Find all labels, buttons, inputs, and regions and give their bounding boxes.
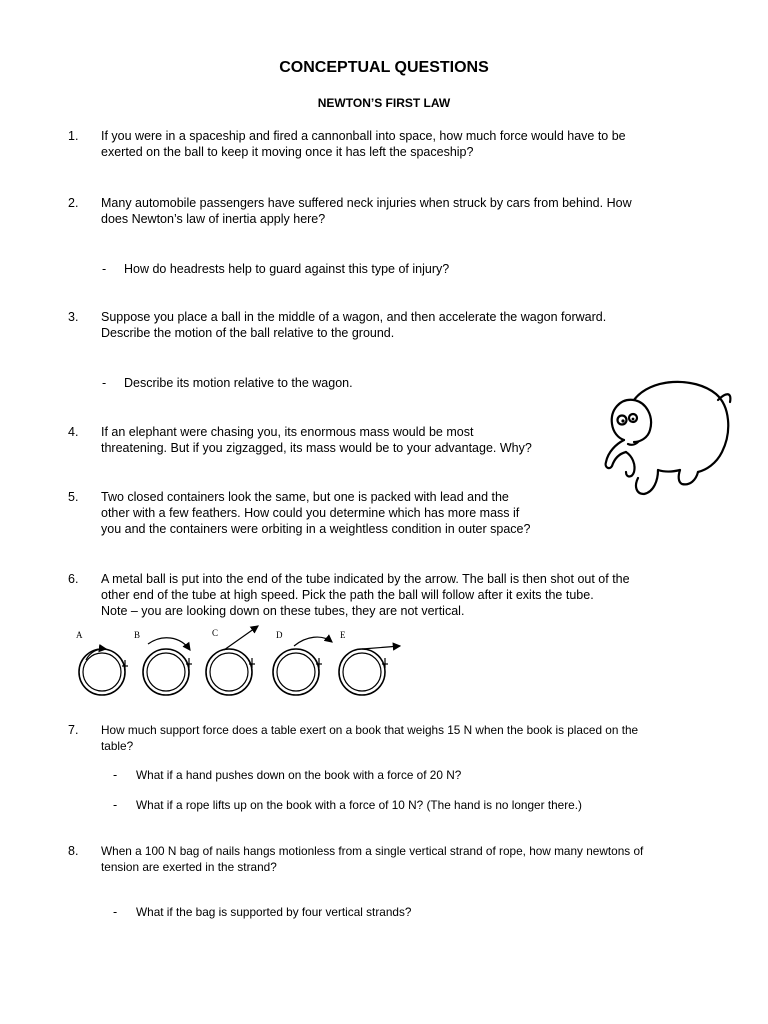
question-2-line-2: does Newton’s law of inertia apply here?	[101, 212, 326, 226]
question-6-line-2: other end of the tube at high speed. Pick the path the ball will follow after it exits the tube.	[101, 588, 594, 602]
question-5-line-1: Two closed containers look the same, but one is packed with lead and the	[101, 490, 509, 504]
question-2-sub-dash: -	[102, 262, 107, 276]
question-1-text	[101, 128, 626, 160]
tube-d	[273, 637, 332, 695]
question-5-line-2: other with a few feathers. How could you determine which has more mass if	[101, 506, 520, 520]
question-6-text	[101, 571, 630, 619]
question-4-line-1: If an elephant were chasing you, its enormous mass would be most	[101, 425, 474, 439]
question-5-text	[101, 489, 530, 537]
question-7-sub-1-dash: -	[113, 768, 118, 782]
question-7-number: 7.	[68, 723, 79, 737]
tube-label-a: A	[76, 630, 83, 640]
question-3-number: 3.	[68, 310, 79, 324]
tube-e	[339, 646, 400, 695]
tube-label-c: C	[212, 628, 219, 638]
question-2-line-1: Many automobile passengers have suffered neck injuries when struck by cars from behind. How	[101, 196, 632, 210]
question-4-text	[101, 424, 532, 456]
question-8-number: 8.	[68, 844, 79, 858]
question-7-text	[101, 722, 638, 754]
question-8-sub-text: What if the bag is supported by four vertical strands?	[136, 905, 412, 919]
question-6-line-1: A metal ball is put into the end of the tube indicated by the arrow. The ball is then shot out of the	[101, 572, 630, 586]
question-7-line-1: How much support force does a table exert on a book that weighs 15 N when the book is placed on the	[101, 723, 639, 737]
question-1-number: 1.	[68, 129, 79, 143]
question-7-sub-1-text: What if a hand pushes down on the book with a force of 20 N?	[136, 768, 462, 782]
question-8-sub-dash: -	[113, 905, 118, 919]
question-3-sub-dash: -	[102, 376, 107, 390]
question-2-number: 2.	[68, 196, 79, 210]
question-3-sub-text: Describe its motion relative to the wagon.	[124, 376, 353, 390]
tube-label-e: E	[340, 630, 346, 640]
question-8-line-1: When a 100 N bag of nails hangs motionless from a single vertical strand of rope, how many newtons of	[101, 844, 644, 858]
tube-a	[79, 649, 128, 695]
tube-b	[143, 638, 192, 695]
question-5-line-3: you and the containers were orbiting in a weightless condition in outer space?	[101, 522, 531, 536]
question-6-number: 6.	[68, 572, 79, 586]
question-8-text	[101, 843, 643, 875]
question-3-line-1: Suppose you place a ball in the middle of a wagon, and then accelerate the wagon forward.	[101, 310, 607, 324]
question-8-line-2: tension are exerted in the strand?	[101, 860, 277, 874]
tube-label-d: D	[276, 630, 283, 640]
question-7-sub-2-dash: -	[113, 798, 118, 812]
question-4-number: 4.	[68, 425, 79, 439]
elephant-illustration	[598, 372, 736, 500]
page-subtitle: NEWTON’S FIRST LAW	[317, 96, 451, 110]
page-title: CONCEPTUAL QUESTIONS	[279, 59, 489, 76]
question-4-line-2: threatening. But if you zigzagged, its mass would be to your advantage. Why?	[101, 441, 532, 455]
question-2-sub-text: How do headrests help to guard against this type of injury?	[124, 262, 450, 276]
tube-label-b: B	[134, 630, 141, 640]
question-1-line-2: exerted on the ball to keep it moving once it has left the spaceship?	[101, 145, 474, 159]
question-3-text	[101, 309, 606, 341]
question-1-line-1: If you were in a spaceship and fired a cannonball into space, how much force would have to be	[101, 129, 626, 143]
question-6-line-3: Note – you are looking down on these tubes, they are not vertical.	[101, 604, 465, 618]
question-3-line-2: Describe the motion of the ball relative to the ground.	[101, 326, 395, 340]
question-2-text	[101, 195, 632, 227]
question-5-number: 5.	[68, 490, 79, 504]
question-7-sub-2-text: What if a rope lifts up on the book with a force of 10 N? (The hand is no longer there.)	[136, 798, 582, 812]
question-7-line-2: table?	[101, 739, 134, 753]
tube-diagram	[72, 622, 410, 704]
